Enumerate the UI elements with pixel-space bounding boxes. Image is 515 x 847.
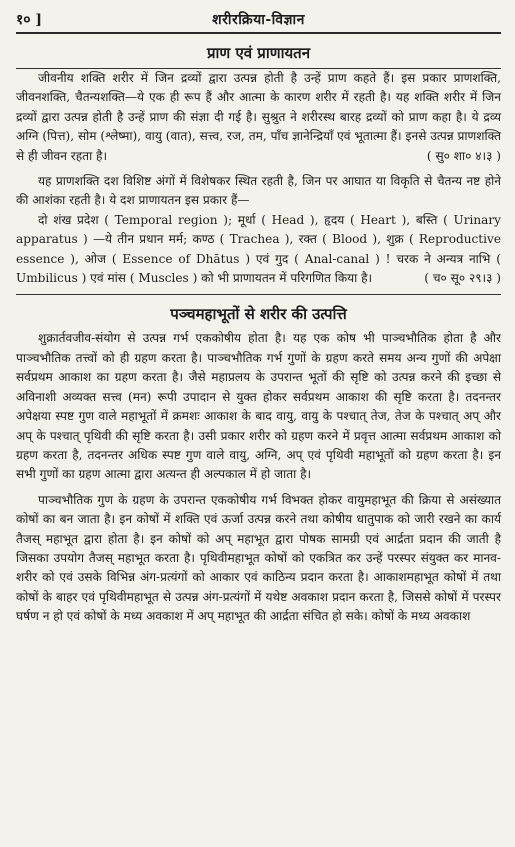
paragraph: यह प्राणशक्ति दश विशिष्ट अंगों में विशेषकर स्थित रहती है, जिन पर आघात या विकृति से चैतन्य नष्ट होने की आशंका रहती है। ये दश प्राणायतन इस प्रकार हैं— — [16, 174, 501, 208]
section-heading-panchamahabhuta: पञ्चमहाभूतों से शरीर की उत्पत्ति — [170, 305, 347, 324]
section-divider — [16, 294, 501, 295]
paragraph: शुक्रार्तवजीव-संयोग से उत्पन्न गर्भ एककोषीय होता है। यह एक कोष भी पाञ्चभौतिक होता है और पाञ्चभौतिक तत्त्वों को ही ग्रहण करता है। पाञ्चभौतिक गर्भ गुणों के ग्रहण करते समय अन्य गुणों की अपेक्षा सर्वप्रथम आकाश का ग्रहण करता है। जैसे महाप्रलय के उपरान्त भूतों की सृष्टि को उत्पन्न करने की इच्छा से अविनाशी अव्यक्त सत्त्व (मन) रूपी उपादान से युक्त होकर सर्वप्रथम आकाश की सृष्टि करता है। तदनन्तर अपेक्षया स्पष्ट गुण वाले महाभूतों में क्रमशः आकाश के बाद वायु, वायु के पश्चात् तेज, तेज के पश्चात् अप् और अप् के पश्चात् पृथिवी की सृष्टि करता है। उसी प्रकार शरीर को ग्रहण करने में प्रवृत्त आत्मा सर्वप्रथम आकाश को ग्रहण करता है, तदनन्तर अधिक स्पष्ट गुण वाले वायु, अग्नि, अप् एवं पृथिवी महाभूतों को ग्रहण करता है। इन सभी गुणों का ग्रहण आत्मा द्वारा अत्यन्त ही अल्पकाल में हो जाता है। — [16, 331, 501, 482]
section-heading-prana: प्राण एवं प्राणायतन — [206, 44, 311, 62]
page-number: १० ] — [16, 11, 43, 28]
citation: ( च० सू० २९।३ ) — [424, 271, 501, 286]
paragraph: दो शंख प्रदेश ( Temporal region ); मूर्धा ( Head ), हृदय ( Heart ), बस्ति ( Urinary apparatus ) —ये तीन प्रधान मर्म; कण्ठ ( Trachea ), रक्त ( Blood ), शुक्र ( Reproductive essence ), ओज ( Essence of Dhātus ) एवं गुद ( Anal-canal ) ! चरक ने अन्यत्र नाभि ( Umbilicus ) एवं मांस ( Muscles ) को भी प्राणायतन में परिगणित किया है। ( च० सू० २९।३ ) — [16, 211, 501, 289]
paragraph: जीवनीय शक्ति शरीर में जिन द्रव्यों द्वारा उत्पन्न होती है उन्हें प्राण कहते हैं। इस प्रकार प्राणशक्ति, जीवनशक्ति, चैतन्यशक्ति—ये एक ही रूप हैं और आत्मा के कारण शरीर में रहती है। यह शक्ति शरीर में जिन द्रव्यों द्वारा उत्पन्न होती है उन्हें प्राण की संज्ञा दी गई है। सुश्रुत ने शरीरस्थ बारह द्रव्यों को प्राण कहा है। ये द्रव्य अग्नि (पित्त), सोम (श्लेष्मा), वायु (वात), सत्त्व, रज, तम, पाँच ज्ञानेन्द्रियाँ एवं भूतात्मा हैं। इनसे उत्पन्न प्राणशक्ति से ही जीवन रहता है। ( सु० शा० ४।३ ) — [16, 69, 501, 166]
citation: ( सु० शा० ४।३ ) — [426, 148, 501, 163]
running-head — [16, 6, 501, 34]
paragraph: पाञ्चभौतिक गुण के ग्रहण के उपरान्त एककोषीय गर्भ विभक्त होकर वायुमहाभूत की क्रिया से असंख्यात कोषों का बन जाता है। इन कोषों में शक्ति एवं ऊर्जा उत्पन्न करने तथा कोषीय धातुपाक को जारी रखने का कार्य तैजस् महाभूत द्वारा होता है। इन कोषों को अप् महाभूत द्वारा पोषक सामग्री एवं आर्द्रता प्रदान की जाती है जिसका उपयोग तैजस् महाभूत करता है। पृथिवीमहाभूत कोषों को एकत्रित कर उन्हें परस्पर संयुक्त कर मानव-शरीर को एवं उसके विभिन्न अंग-प्रत्यंगों को आकार एवं काठिन्य प्रदान करता है। आकाशमहाभूत कोषों में तथा कोषों के बाहर एवं पृथिवीमहाभूत से उत्पन्न अंग-प्रत्यंगों में यथेष्ट अवकाश प्रदान करता है, जिससे कोषों में परस्पर घर्षण न हो एवं कोषों के मध्य अवकाश में अप् महाभूत की आर्द्रता संचित हो सके। कोषों के मध्य अवकाश — [16, 492, 501, 624]
running-title: शरीरक्रिया-विज्ञान — [212, 11, 305, 28]
